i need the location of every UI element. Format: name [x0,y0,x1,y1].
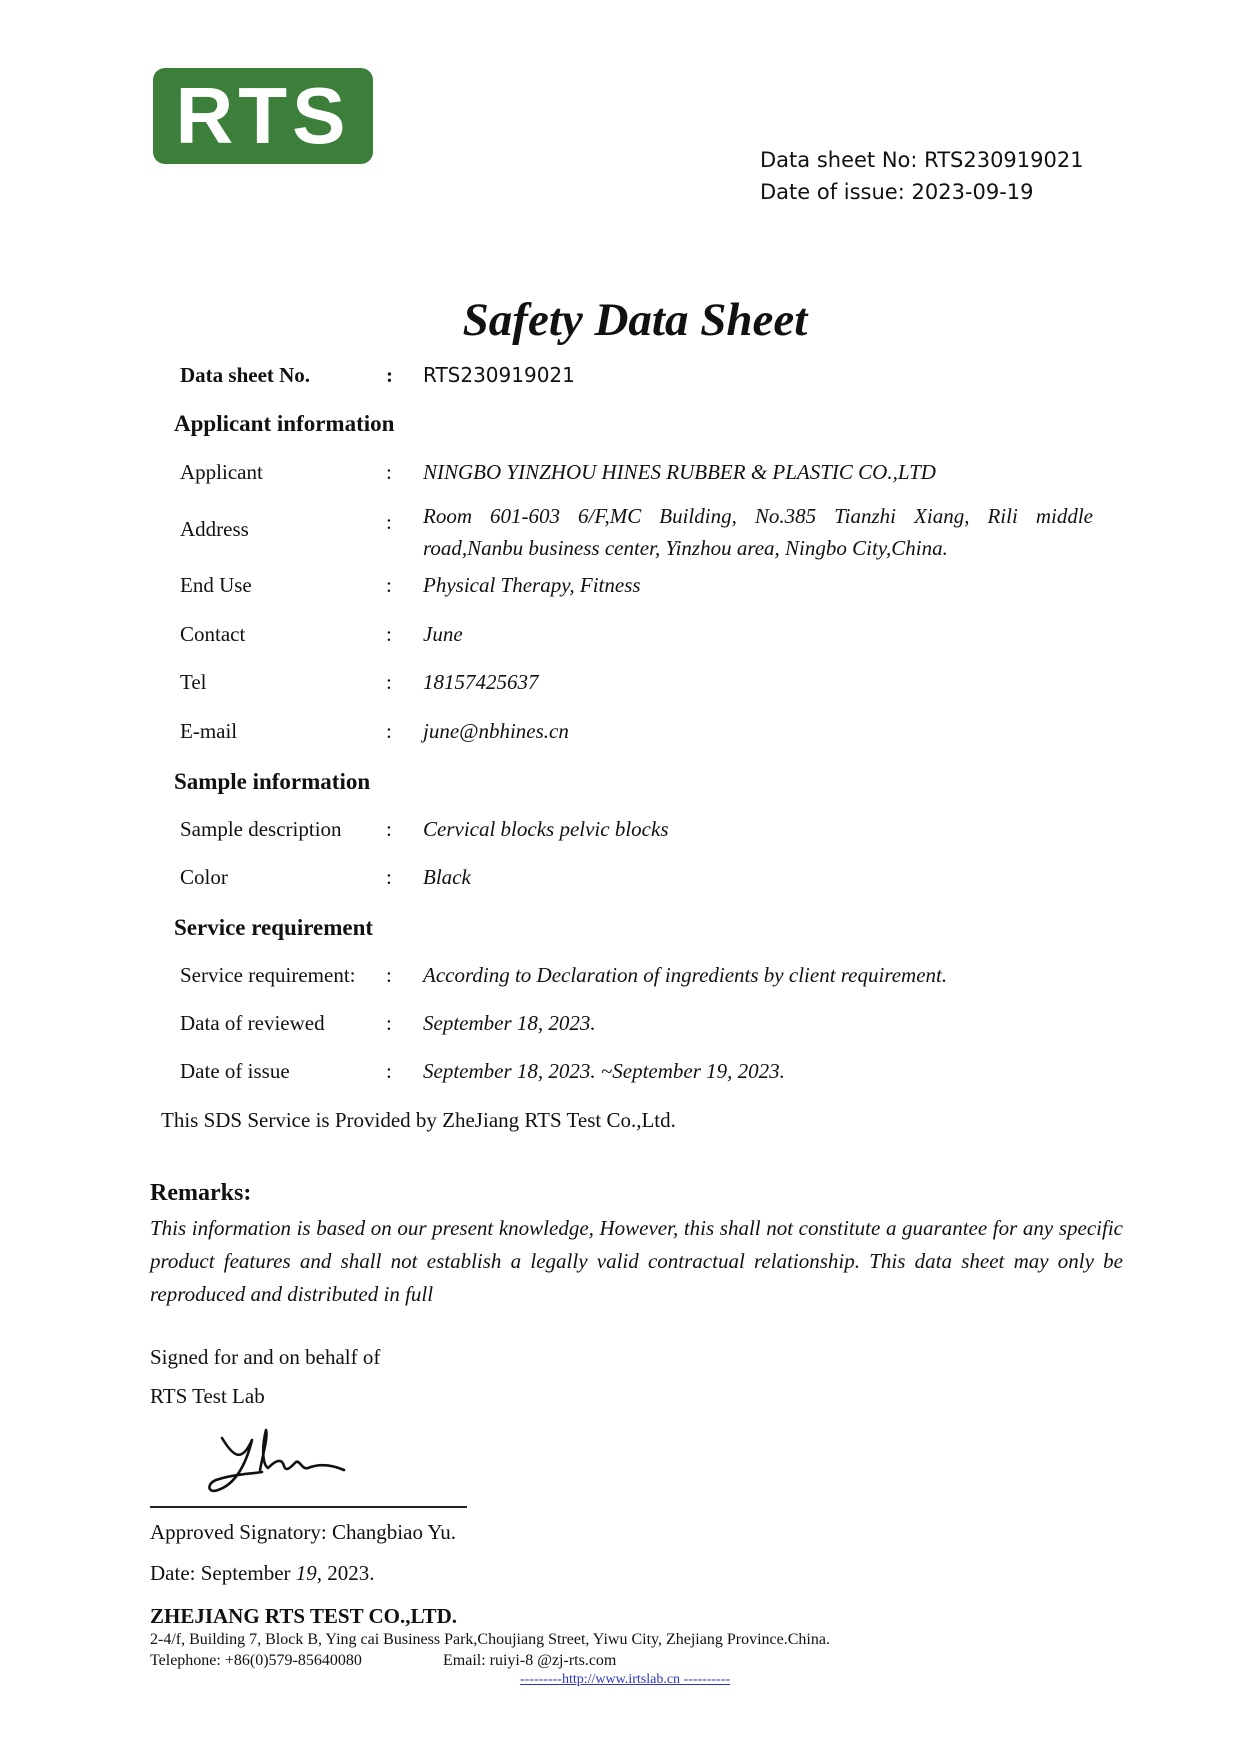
reviewed-label: Data of reviewed [180,1011,325,1035]
contact-value: June [423,622,463,646]
footer-url-link[interactable]: ---------http://www.irtslab.cn ---------- [520,1672,731,1687]
signed-date-prefix: Date: September [150,1561,296,1585]
sample-description-label: Sample description [180,817,342,841]
colon: : [386,817,392,841]
colon: : [386,622,392,646]
contact-label: Contact [180,622,246,646]
footer-telephone: Telephone: +86(0)579-85640080 [150,1652,362,1669]
lab-name-text: RTS Test Lab [150,1384,265,1408]
sample-section-heading: Sample information [174,769,371,794]
color-label: Color [180,865,228,889]
footer-address: 2-4/f, Building 7, Block B, Ying cai Business Park,Choujiang Street, Yiwu City, Zhejiang Province.China. [150,1631,830,1648]
address-label: Address [180,517,249,541]
footer-company: ZHEJIANG RTS TEST CO.,LTD. [150,1604,457,1628]
service-section-heading: Service requirement [174,915,374,940]
email-label: E-mail [180,719,238,743]
signed-date-day: 19 [295,1561,317,1585]
address-value: Room 601-603 6/F,MC Building, No.385 Tianzhi Xiang, Rili middle road,Nanbu business center, Yinzhou area, Ningbo City,China. [423,504,1093,560]
service-requirement-label: Service requirement: [180,963,356,987]
colon: : [386,1011,392,1035]
colon: : [386,363,393,387]
colon: : [386,1059,392,1083]
remarks-text: This information is based on our present knowledge, However, this shall not constitute a guarantee for any specific product features and shall not establish a legally valid contractual relationship. This data sheet may only be reproduced and distributed in full [150,1216,1123,1306]
footer-email: Email: ruiyi-8 @zj-rts.com [443,1652,617,1669]
approved-signatory: Approved Signatory: Changbiao Yu. [150,1520,457,1544]
applicant-value: NINGBO YINZHOU HINES RUBBER & PLASTIC CO.,LTD [423,460,936,484]
service-requirement-value: According to Declaration of ingredients by client requirement. [423,963,948,987]
colon: : [386,719,392,743]
sheet-no-value: RTS230919021 [423,363,575,387]
applicant-label: Applicant [180,460,263,484]
signed-date [150,1561,375,1586]
page-title: Safety Data Sheet [462,294,808,346]
colon: : [386,460,392,484]
provided-by-text: This SDS Service is Provided by ZheJiang RTS Test Co.,Ltd. [161,1108,676,1132]
tel-label: Tel [180,670,207,694]
signed-date-suffix: , 2023. [316,1561,375,1585]
header-data-sheet-no: Data sheet No: RTS230919021 [760,148,1084,172]
email-value: june@nbhines.cn [423,719,569,743]
logo-text: RTS [175,71,351,160]
handwritten-signature [200,1420,360,1500]
applicant-section-heading: Applicant information [174,411,395,436]
issue-value: September 18, 2023. ~September 19, 2023. [423,1059,785,1083]
reviewed-value: September 18, 2023. [423,1011,596,1035]
header-date-of-issue: Date of issue: 2023-09-19 [760,180,1034,204]
colon: : [386,670,392,694]
rts-logo [153,68,373,164]
colon: : [386,865,392,889]
issue-label: Date of issue [180,1059,290,1083]
signed-for-text: Signed for and on behalf of [150,1345,381,1369]
colon: : [386,510,392,534]
end-use-value: Physical Therapy, Fitness [423,573,641,597]
remarks-heading: Remarks: [150,1180,252,1206]
colon: : [386,573,392,597]
sheet-no-label: Data sheet No. [180,363,311,387]
tel-value: 18157425637 [423,670,539,694]
signature-line [150,1506,467,1508]
colon: : [386,963,392,987]
sample-description-value: Cervical blocks pelvic blocks [423,817,669,841]
end-use-label: End Use [180,573,252,597]
color-value: Black [423,865,471,889]
